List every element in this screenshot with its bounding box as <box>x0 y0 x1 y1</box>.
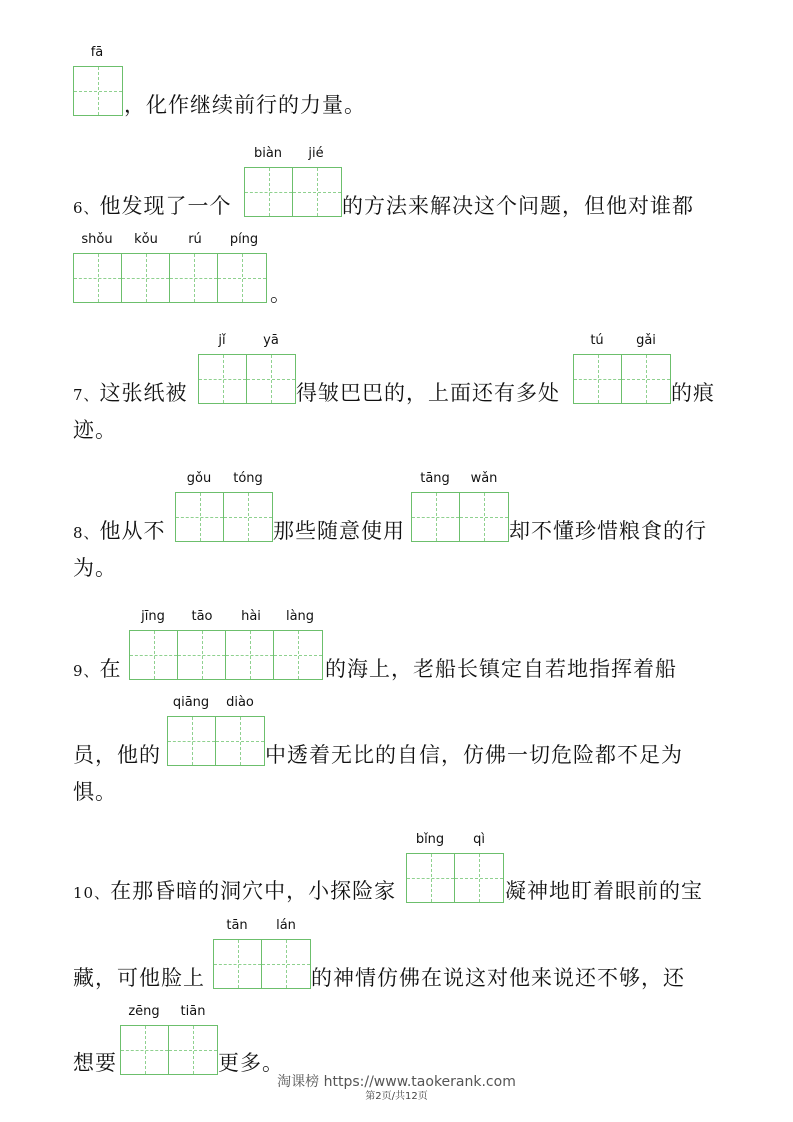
pinyin-ru: rú <box>188 232 202 247</box>
pinyin-bing: bǐng <box>415 832 445 847</box>
char-cell[interactable] <box>214 940 262 988</box>
item6-text2: 的方法来解决这个问题，但他对谁都 <box>342 194 694 218</box>
char-cell[interactable] <box>245 168 293 216</box>
char-cell[interactable] <box>176 493 224 541</box>
pinyin-tao: tāo <box>191 609 213 624</box>
answer-box-bingqi[interactable] <box>406 853 504 903</box>
item8-text3: 却不懂珍惜粮食的行 <box>509 519 707 543</box>
item9-number: 9、 <box>73 662 100 680</box>
item10-text1: 在那昏暗的洞穴中，小探险家 <box>110 879 397 903</box>
char-cell[interactable] <box>274 631 322 679</box>
char-cell[interactable] <box>130 631 178 679</box>
pinyin-ya: yā <box>263 333 279 348</box>
pinyin-fa: fā <box>90 45 104 60</box>
pinyin-gai: gǎi <box>636 333 656 348</box>
answer-box-qiangdiao[interactable] <box>167 716 265 766</box>
item7-text1: 这张纸被 <box>99 381 188 405</box>
item10-text3: 藏，可他脸上 <box>73 966 205 990</box>
pinyin-jie: jié <box>308 146 324 161</box>
char-cell[interactable] <box>247 355 295 403</box>
item9-text3: 员，他的 <box>73 743 161 767</box>
item9-text5: 惧。 <box>73 780 117 804</box>
char-cell[interactable] <box>455 854 503 902</box>
char-cell[interactable] <box>74 254 122 302</box>
char-cell[interactable] <box>226 631 274 679</box>
answer-box-shoukouruping[interactable] <box>73 253 267 303</box>
pinyin-lan: lán <box>276 918 296 933</box>
answer-box-bianjie[interactable] <box>244 167 342 217</box>
item6-line1 <box>73 194 232 220</box>
pinyin-bian: biàn <box>253 146 283 161</box>
answer-box-jiya[interactable] <box>198 354 296 404</box>
item10-text5: 想要 <box>73 1051 117 1075</box>
item6-text3: 。 <box>270 282 292 306</box>
char-cell[interactable] <box>122 254 170 302</box>
pinyin-diao: diào <box>226 695 254 710</box>
page-number: 第2页/共12页 <box>365 1091 428 1102</box>
pinyin-ji: jǐ <box>218 333 226 348</box>
pinyin-jing: jīng <box>141 609 165 624</box>
item6-number: 6、 <box>73 199 100 217</box>
char-cell[interactable] <box>574 355 622 403</box>
item7-text4: 迹。 <box>73 418 117 442</box>
item10-number: 10、 <box>73 884 111 902</box>
answer-box-tangwan[interactable] <box>411 492 509 542</box>
char-cell[interactable] <box>412 493 460 541</box>
item9-line1 <box>73 657 122 683</box>
item10-text2: 凝神地盯着眼前的宝 <box>505 879 703 903</box>
pinyin-tang: tāng <box>420 471 450 486</box>
item9-text2: 的海上，老船长镇定自若地指挥着船 <box>325 657 677 681</box>
item7-line1 <box>73 381 188 407</box>
char-cell[interactable] <box>168 717 216 765</box>
char-cell[interactable] <box>218 254 266 302</box>
item7-text3: 的痕 <box>671 381 715 405</box>
char-cell[interactable] <box>169 1026 217 1074</box>
char-cell[interactable] <box>460 493 508 541</box>
char-cell[interactable] <box>622 355 670 403</box>
char-cell[interactable] <box>224 493 272 541</box>
item5-text: ，化作继续前行的力量。 <box>124 93 366 117</box>
pinyin-kou: kǒu <box>134 232 158 247</box>
item8-text4: 为。 <box>73 556 117 580</box>
pinyin-gou: gǒu <box>186 471 212 486</box>
item8-text2: 那些随意使用 <box>273 519 405 543</box>
answer-box-jingtaohailang[interactable] <box>129 630 323 680</box>
pinyin-wan: wǎn <box>470 471 498 486</box>
pinyin-lang: làng <box>285 609 315 624</box>
item8-line1 <box>73 519 166 545</box>
char-cell[interactable] <box>262 940 310 988</box>
item10-text4: 的神情仿佛在说这对他来说还不够，还 <box>311 966 685 990</box>
pinyin-hai: hài <box>241 609 261 624</box>
answer-box-tanlan[interactable] <box>213 939 311 989</box>
char-cell[interactable] <box>74 67 122 115</box>
item6-text1: 他发现了一个 <box>99 194 232 218</box>
answer-box-tugai[interactable] <box>573 354 671 404</box>
char-cell[interactable] <box>407 854 455 902</box>
answer-box-zengtian[interactable] <box>120 1025 218 1075</box>
pinyin-ping: píng <box>229 232 259 247</box>
pinyin-qi: qì <box>473 832 485 847</box>
char-cell[interactable] <box>216 717 264 765</box>
char-cell[interactable] <box>178 631 226 679</box>
char-cell[interactable] <box>293 168 341 216</box>
pinyin-tian: tiān <box>180 1004 206 1019</box>
char-cell[interactable] <box>199 355 247 403</box>
answer-box-fa[interactable] <box>73 66 123 116</box>
pinyin-tong: tóng <box>233 471 263 486</box>
pinyin-tan: tān <box>226 918 248 933</box>
watermark-text: 淘课榜 https://www.taokerank.com <box>277 1074 516 1090</box>
item10-line1 <box>73 879 396 905</box>
pinyin-shou: shǒu <box>81 232 113 247</box>
item7-text2: 得皱巴巴的，上面还有多处 <box>296 381 560 405</box>
pinyin-tu: tú <box>590 333 604 348</box>
char-cell[interactable] <box>170 254 218 302</box>
item8-number: 8、 <box>73 524 100 542</box>
item7-number: 7、 <box>73 386 100 404</box>
item9-text1: 在 <box>99 657 122 681</box>
item8-text1: 他从不 <box>99 519 166 543</box>
pinyin-qiang: qiāng <box>172 695 210 710</box>
answer-box-goutong[interactable] <box>175 492 273 542</box>
pinyin-zeng: zēng <box>128 1004 160 1019</box>
item9-text4: 中透着无比的自信，仿佛一切危险都不足为 <box>265 743 683 767</box>
item10-text6: 更多。 <box>218 1051 284 1075</box>
char-cell[interactable] <box>121 1026 169 1074</box>
